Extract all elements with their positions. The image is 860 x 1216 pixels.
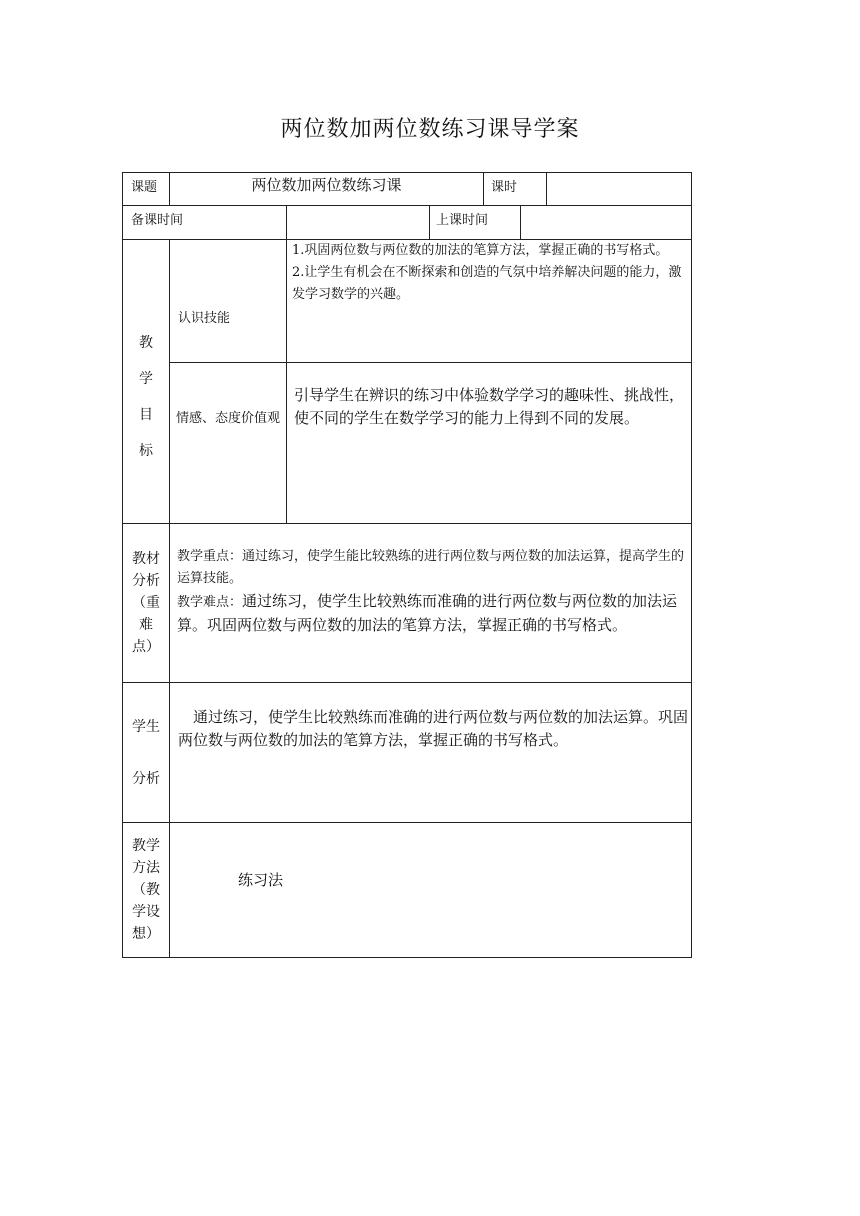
table-col-divider [546, 172, 547, 205]
method-label-line: 方法 [132, 860, 160, 876]
difficulty-text: 通过练习，使学生比较熟练而准确的进行两位数与两位数的加法运算。巩固两位数与两位数的加法的笔算方法，掌握正确的书写格式。 [177, 592, 678, 634]
student-analysis-content: 通过练习，使学生比较熟练而准确的进行两位数与两位数的加法运算。巩固两位数与两位数的加法的笔算方法，掌握正确的书写格式。 [178, 708, 689, 749]
teaching-goals-label [123, 240, 169, 523]
teaching-method-content: 练习法 [238, 871, 284, 889]
document-title: 两位数加两位数练习课导学案 [280, 117, 580, 142]
table-row-divider [169, 362, 692, 363]
table-row-divider [122, 822, 692, 823]
skill-label: 认识技能 [178, 311, 231, 326]
method-label-line: 想） [132, 926, 160, 942]
goal-label-char: 教 [139, 334, 153, 351]
goal-label-char: 目 [139, 406, 153, 423]
emotion-label: 情感、态度价值观 [176, 411, 281, 426]
student-label-line: 学生 [132, 718, 160, 735]
lesson-plan-table [122, 172, 692, 958]
table-col-divider [520, 205, 521, 239]
table-col-divider [286, 239, 287, 523]
material-label-line: 难 [139, 617, 153, 633]
table-row-divider [122, 682, 692, 683]
material-label-line: 教材 [132, 551, 160, 567]
method-label-line: （教 [132, 882, 160, 898]
topic-label: 课题 [131, 180, 158, 195]
table-col-divider [429, 205, 430, 239]
material-label-line: 点） [132, 639, 160, 655]
method-label-line: 学设 [132, 904, 160, 920]
table-border-bottom [122, 957, 692, 958]
skill-line-1: 1.巩固两位数与两位数的加法的笔算方法，掌握正确的书写格式。 [292, 243, 669, 258]
table-col-divider [169, 239, 170, 958]
topic-value: 两位数加两位数练习课 [251, 176, 402, 194]
skill-line-2: 2.让学生有机会在不断探索和创造的气氛中培养解决问题的能力，激发学习数学的兴趣。 [292, 265, 682, 302]
method-label-line: 教学 [132, 838, 160, 854]
difficulty [177, 590, 688, 637]
table-col-divider [483, 172, 484, 205]
class-hours-label: 课时 [491, 180, 518, 195]
goal-label-char: 标 [139, 442, 153, 459]
class-time-label: 上课时间 [436, 213, 489, 228]
table-border-right [691, 172, 692, 958]
student-label-line: 分析 [132, 770, 160, 787]
material-content [177, 546, 688, 637]
table-col-divider [286, 205, 287, 239]
teaching-method-label [123, 823, 169, 957]
table-row-divider [122, 523, 692, 524]
material-label-line: （重 [132, 595, 160, 611]
skill-content [292, 240, 688, 306]
material-analysis-label [123, 524, 169, 682]
key-point: 教学重点：通过练习，使学生能比较熟练的进行两位数与两位数的加法运算，提高学生的运算技能。 [177, 549, 685, 586]
prep-time-label: 备课时间 [131, 213, 184, 228]
student-analysis-label [123, 683, 169, 822]
table-row-divider [122, 205, 692, 206]
goal-label-char: 学 [139, 370, 153, 387]
difficulty-prefix: 教学难点： [177, 595, 243, 610]
material-label-line: 分析 [132, 573, 160, 589]
emotion-content: 引导学生在辨识的练习中体验数学学习的趣味性、挑战性，使不同的学生在数学学习的能力上得到不同的发展。 [294, 386, 685, 427]
